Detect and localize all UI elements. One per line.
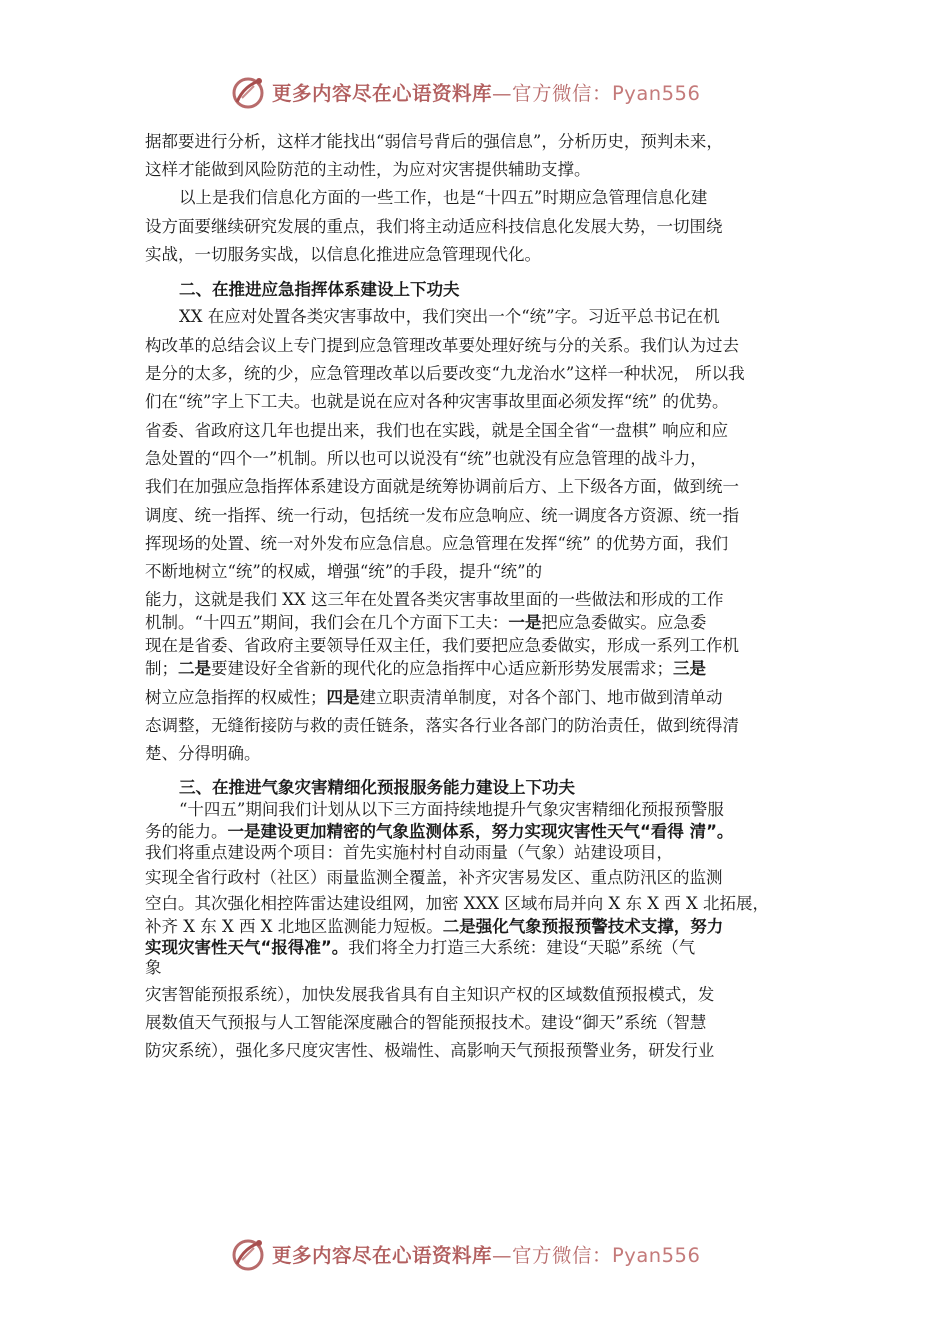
text-line: 展数值天气预报与人工智能深度融合的智能预报技术。建设“御天”系统（智慧: [145, 1013, 707, 1032]
text-line: 补齐 X 东 X 西 X 北地区监测能力短板。二是强化气象预报预警技术支撑，努力: [145, 917, 724, 936]
text-line: 制；二是要建设好全省新的现代化的应急指挥中心适应新形势发展需求；三是: [145, 659, 706, 678]
text-line: XX 在应对处置各类灾害事故中，我们突出一个“统”字。习近平总书记在机: [179, 307, 720, 326]
text-line: 不断地树立“统”的权威，增强“统”的手段，提升“统”的: [145, 562, 543, 581]
text-line: 楚、分得明确。: [145, 744, 261, 763]
text-line: 以上是我们信息化方面的一些工作，也是“十四五”时期应急管理信息化建: [179, 188, 708, 207]
text-line: 设方面要继续研究发展的重点，我们将主动适应科技信息化发展大势，一切围绕: [145, 217, 723, 236]
text-line: 我们在加强应急指挥体系建设方面就是统筹协调前后方、上下级各方面，做到统一: [145, 477, 739, 496]
text-line: 象: [145, 958, 162, 977]
text-line: 构改革的总结会议上专门提到应急管理改革要处理好统与分的关系。我们认为过去: [145, 336, 739, 355]
text-line: 实现全省行政村（社区）雨量监测全覆盖，补齐灾害易发区、重点防汛区的监测: [145, 868, 723, 887]
text-line: 这样才能做到风险防范的主动性，为应对灾害提供辅助支撑。: [145, 160, 591, 179]
text-line: 省委、省政府这几年也提出来，我们也在实践，就是全国全省“一盘棋” 响应和应: [145, 421, 729, 440]
section-heading: 三、在推进气象灾害精细化预报服务能力建设上下功夫: [179, 778, 575, 797]
text-line: 调度、统一指挥、统一行动，包括统一发布应急响应、统一调度各方资源、统一指: [145, 506, 739, 525]
text-line: 能力，这就是我们 XX 这三年在处置各类灾害事故里面的一些做法和形成的工作: [145, 590, 724, 609]
footer-banner: [228, 1234, 728, 1274]
text-line: 实现灾害性天气“报得准”。我们将全力打造三大系统：建设“天聪”系统（气: [145, 938, 696, 957]
text-line: 们在“统”字上下工夫。也就是说在应对各种灾害事故里面必须发挥“统” 的优势。: [145, 392, 729, 411]
header-banner: [228, 72, 728, 112]
text-line: 树立应急指挥的权威性；四是建立职责清单制度，对各个部门、地市做到清单动: [145, 688, 723, 707]
text-line: 是分的太多，统的少，应急管理改革以后要改变“九龙治水”这样一种状况， 所以我: [145, 364, 745, 383]
section-heading: 二、在推进应急指挥体系建设上下功夫: [179, 280, 460, 299]
logo-icon: [228, 1234, 268, 1274]
text-line: 现在是省委、省政府主要领导任双主任，我们要把应急委做实，形成一系列工作机: [145, 636, 739, 655]
text-line: 灾害智能预报系统），加快发展我省具有自主知识产权的区域数值预报模式，发: [145, 985, 715, 1004]
text-line: 急处置的“四个一”机制。所以也可以说没有“统”也就没有应急管理的战斗力，: [145, 449, 707, 468]
text-line: 防灾系统），强化多尺度灾害性、极端性、高影响天气预报预警业务，研发行业: [145, 1041, 715, 1060]
text-line: “十四五”期间我们计划从以下三方面持续地提升气象灾害精细化预报预警服: [179, 800, 724, 819]
text-line: 据都要进行分析，这样才能找出“弱信号背后的强信息”，分析历史，预判未来，: [145, 132, 723, 151]
header-banner-text: 更多内容尽在心语资料库—官方微信：Pyan556: [272, 82, 701, 105]
text-line: 空白。其次强化相控阵雷达建设组网，加密 XXX 区域布局并向 X 东 X 西 X 北拓展，: [145, 894, 769, 913]
text-line: 挥现场的处置、统一对外发布应急信息。应急管理在发挥“统” 的优势方面，我们: [145, 534, 729, 553]
text-line: 实战，一切服务实战，以信息化推进应急管理现代化。: [145, 245, 541, 264]
footer-banner-text: 更多内容尽在心语资料库—官方微信：Pyan556: [272, 1244, 701, 1267]
text-line: 务的能力。一是建设更加精密的气象监测体系，努力实现灾害性天气“看得 清”。: [145, 822, 734, 841]
logo-icon: [228, 72, 268, 112]
text-line: 机制。“十四五”期间，我们会在几个方面下工夫：一是把应急委做实。应急委: [145, 613, 707, 632]
text-line: 态调整，无缝衔接防与救的责任链条，落实各行业各部门的防治责任，做到统得清: [145, 716, 739, 735]
text-line: 我们将重点建设两个项目：首先实施村村自动雨量（气象）站建设项目，: [145, 843, 673, 862]
